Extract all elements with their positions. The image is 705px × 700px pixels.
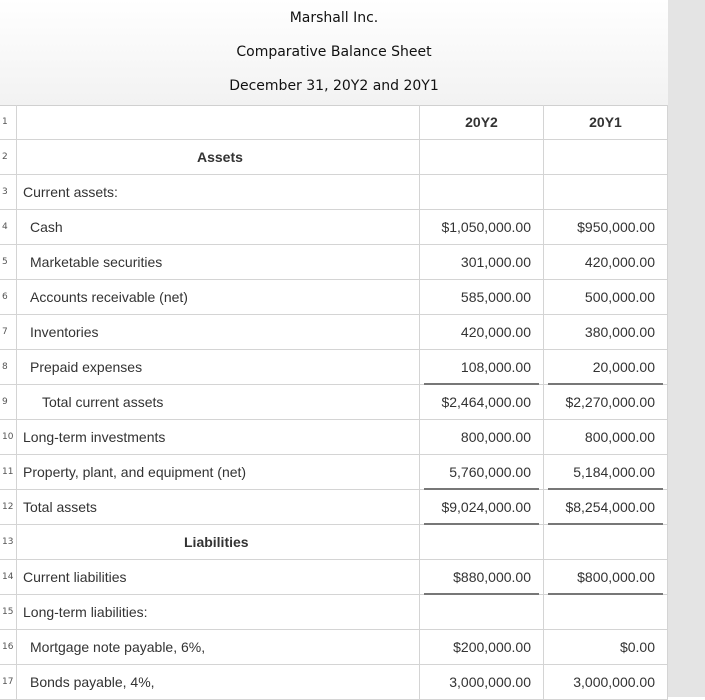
balance-sheet-table xyxy=(0,105,668,700)
cell-20y2[interactable]: $880,000.00 xyxy=(420,560,544,594)
cell-20y1[interactable]: $0.00 xyxy=(544,630,668,664)
cell-20y1[interactable]: $2,270,000.00 xyxy=(544,385,668,419)
row-label[interactable]: Mortgage note payable, 6%, xyxy=(17,630,420,664)
row-number: 17 xyxy=(0,665,17,699)
row-number: 3 xyxy=(0,175,17,209)
table-row xyxy=(0,385,668,420)
row-number: 13 xyxy=(0,525,17,559)
cell-20y2[interactable]: 3,000,000.00 xyxy=(420,665,544,699)
row-label[interactable]: Marketable securities xyxy=(17,245,420,279)
cell-20y2[interactable]: $1,050,000.00 xyxy=(420,210,544,244)
row-label[interactable]: Current liabilities xyxy=(17,560,420,594)
cell-20y1[interactable]: $950,000.00 xyxy=(544,210,668,244)
row-label[interactable]: Prepaid expenses xyxy=(17,350,420,384)
cell-20y1[interactable]: 420,000.00 xyxy=(544,245,668,279)
row-label[interactable]: Cash xyxy=(17,210,420,244)
row-number: 11 xyxy=(0,455,17,489)
table-row xyxy=(0,490,668,525)
table-row xyxy=(0,210,668,245)
row-label[interactable]: Total current assets xyxy=(17,385,420,419)
sheet-header xyxy=(0,0,669,106)
row-number: 6 xyxy=(0,280,17,314)
cell-20y1[interactable]: $800,000.00 xyxy=(544,560,668,594)
cell-20y1[interactable] xyxy=(544,175,668,209)
right-gutter xyxy=(668,0,705,697)
row-number: 5 xyxy=(0,245,17,279)
row-number: 1 xyxy=(0,105,17,139)
column-header-20y1[interactable]: 20Y1 xyxy=(544,105,668,139)
cell-20y2[interactable] xyxy=(420,525,544,559)
statement-date: December 31, 20Y2 and 20Y1 xyxy=(229,78,439,94)
cell-20y2[interactable]: 420,000.00 xyxy=(420,315,544,349)
table-row xyxy=(0,665,668,700)
table-row xyxy=(0,525,668,560)
table-row xyxy=(0,175,668,210)
row-number: 8 xyxy=(0,350,17,384)
cell-20y1[interactable]: $8,254,000.00 xyxy=(544,490,668,524)
table-row xyxy=(0,245,668,280)
cell-20y1[interactable] xyxy=(544,140,668,174)
row-number: 16 xyxy=(0,630,17,664)
cell-20y1[interactable]: 800,000.00 xyxy=(544,420,668,454)
row-number: 12 xyxy=(0,490,17,524)
cell-20y1[interactable] xyxy=(544,525,668,559)
table-row xyxy=(0,315,668,350)
table-row xyxy=(0,105,668,140)
row-number: 4 xyxy=(0,210,17,244)
cell-20y1[interactable]: 3,000,000.00 xyxy=(544,665,668,699)
statement-title: Comparative Balance Sheet xyxy=(236,44,432,60)
table-row xyxy=(0,140,668,175)
cell-20y2[interactable]: 301,000.00 xyxy=(420,245,544,279)
table-row xyxy=(0,595,668,630)
cell-20y2[interactable]: 585,000.00 xyxy=(420,280,544,314)
row-label[interactable]: Accounts receivable (net) xyxy=(17,280,420,314)
cell-20y2[interactable]: 800,000.00 xyxy=(420,420,544,454)
row-number: 9 xyxy=(0,385,17,419)
row-label[interactable] xyxy=(17,105,420,139)
table-row xyxy=(0,560,668,595)
cell-20y2[interactable]: 108,000.00 xyxy=(420,350,544,384)
cell-20y2[interactable] xyxy=(420,140,544,174)
row-label[interactable]: Total assets xyxy=(17,490,420,524)
cell-20y2[interactable]: $2,464,000.00 xyxy=(420,385,544,419)
cell-20y2[interactable]: $200,000.00 xyxy=(420,630,544,664)
table-row xyxy=(0,455,668,490)
table-row xyxy=(0,630,668,665)
cell-20y2[interactable] xyxy=(420,595,544,629)
row-label[interactable]: Inventories xyxy=(17,315,420,349)
row-label[interactable]: Property, plant, and equipment (net) xyxy=(17,455,420,489)
cell-20y1[interactable] xyxy=(544,595,668,629)
row-number: 14 xyxy=(0,560,17,594)
cell-20y1[interactable]: 5,184,000.00 xyxy=(544,455,668,489)
table-row xyxy=(0,420,668,455)
row-label[interactable]: Long-term investments xyxy=(17,420,420,454)
row-number: 15 xyxy=(0,595,17,629)
company-name: Marshall Inc. xyxy=(289,10,379,26)
cell-20y2[interactable]: 5,760,000.00 xyxy=(420,455,544,489)
row-label[interactable]: Bonds payable, 4%, xyxy=(17,665,420,699)
table-row xyxy=(0,280,668,315)
row-label[interactable]: Current assets: xyxy=(17,175,420,209)
column-header-20y2[interactable]: 20Y2 xyxy=(420,105,544,139)
cell-20y2[interactable] xyxy=(420,175,544,209)
row-number: 7 xyxy=(0,315,17,349)
cell-20y2[interactable]: $9,024,000.00 xyxy=(420,490,544,524)
cell-20y1[interactable]: 20,000.00 xyxy=(544,350,668,384)
section-heading-liabilities[interactable]: Liabilities xyxy=(17,525,420,559)
section-heading-assets[interactable]: Assets xyxy=(17,140,420,174)
cell-20y1[interactable]: 500,000.00 xyxy=(544,280,668,314)
table-row xyxy=(0,350,668,385)
row-number: 2 xyxy=(0,140,17,174)
row-number: 10 xyxy=(0,420,17,454)
row-label[interactable]: Long-term liabilities: xyxy=(17,595,420,629)
cell-20y1[interactable]: 380,000.00 xyxy=(544,315,668,349)
